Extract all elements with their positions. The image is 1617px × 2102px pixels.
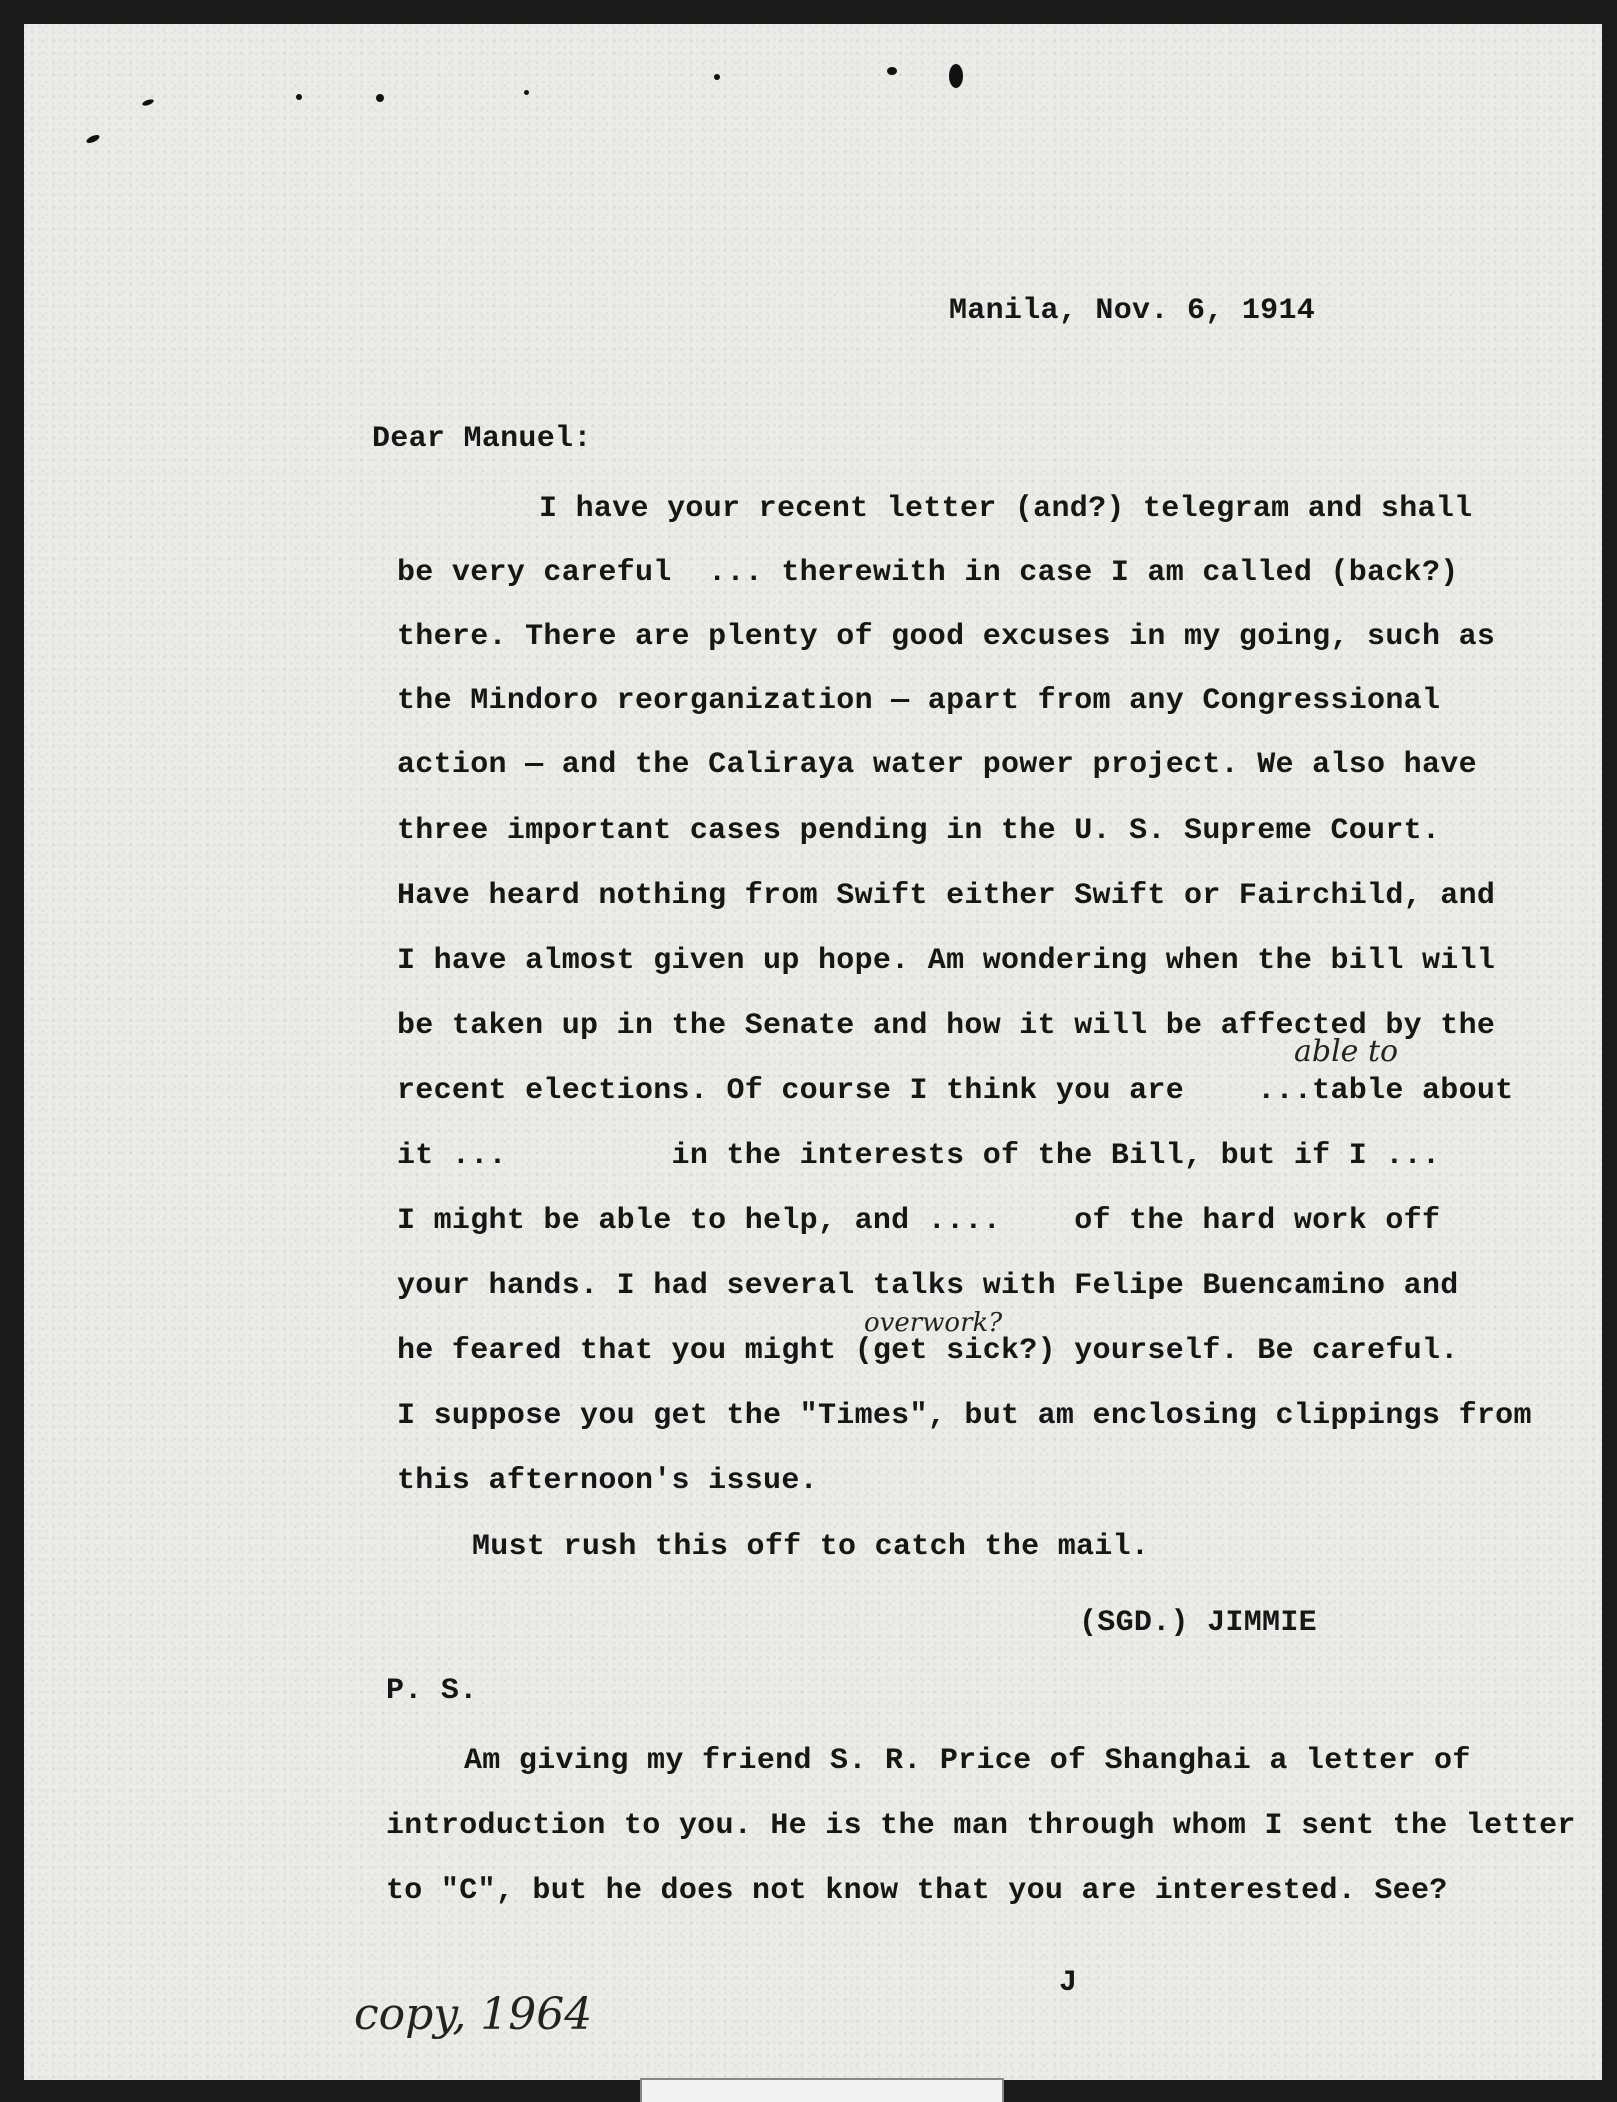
body-line: it ... in the interests of the Bill, but if I ... xyxy=(397,1139,1441,1173)
postscript-line: introduction to you. He is the man through whom I sent the letter xyxy=(386,1809,1576,1843)
body-line: be very careful ... therewith in case I am called (back?) xyxy=(397,556,1459,590)
document-page xyxy=(24,24,1602,2080)
body-line: Have heard nothing from Swift either Swift or Fairchild, and xyxy=(397,879,1496,913)
ink-speck xyxy=(376,94,384,102)
ink-speck xyxy=(296,94,302,100)
body-line: three important cases pending in the U. S. Supreme Court. xyxy=(397,814,1441,848)
ink-speck xyxy=(714,74,720,80)
body-line: I might be able to help, and .... of the hard work off xyxy=(397,1204,1441,1238)
body-line: this afternoon's issue. xyxy=(397,1464,818,1498)
postscript-initial: J xyxy=(1059,1966,1078,2000)
salutation: Dear Manuel: xyxy=(372,422,592,456)
body-line: he feared that you might (get sick?) yourself. Be careful. xyxy=(397,1334,1459,1368)
body-line: action — and the Caliraya water power project. We also have xyxy=(397,748,1477,782)
ink-speck xyxy=(524,90,529,95)
ink-speck xyxy=(142,98,155,107)
archive-label-tab xyxy=(640,2078,1004,2102)
postscript-line: to "C", but he does not know that you are interested. See? xyxy=(386,1874,1448,1908)
body-line: I suppose you get the "Times", but am enclosing clippings from xyxy=(397,1399,1532,1433)
closing-line: Must rush this off to catch the mail. xyxy=(472,1530,1150,1564)
postscript-label: P. S. xyxy=(386,1674,478,1708)
signature: (SGD.) JIMMIE xyxy=(1079,1606,1317,1640)
postscript-line: Am giving my friend S. R. Price of Shanghai a letter of xyxy=(464,1744,1471,1778)
body-line: there. There are plenty of good excuses in my going, such as xyxy=(397,620,1496,654)
handwritten-note: copy, 1964 xyxy=(354,1989,593,2040)
body-line: be taken up in the Senate and how it will be affected by the xyxy=(397,1009,1496,1043)
ink-speck xyxy=(887,67,897,75)
letter-date: Manila, Nov. 6, 1914 xyxy=(949,294,1316,328)
handwritten-insertion: overwork? xyxy=(864,1308,1003,1338)
body-line: recent elections. Of course I think you are ...table about xyxy=(397,1074,1514,1108)
ink-speck xyxy=(85,133,100,144)
body-line: your hands. I had several talks with Felipe Buencamino and xyxy=(397,1269,1459,1303)
body-line: the Mindoro reorganization — apart from any Congressional xyxy=(397,684,1441,718)
handwritten-insertion: able to xyxy=(1294,1034,1399,1069)
body-line: I have your recent letter (and?) telegram and shall xyxy=(539,492,1473,526)
body-line: I have almost given up hope. Am wondering when the bill will xyxy=(397,944,1496,978)
ink-speck xyxy=(949,64,963,88)
